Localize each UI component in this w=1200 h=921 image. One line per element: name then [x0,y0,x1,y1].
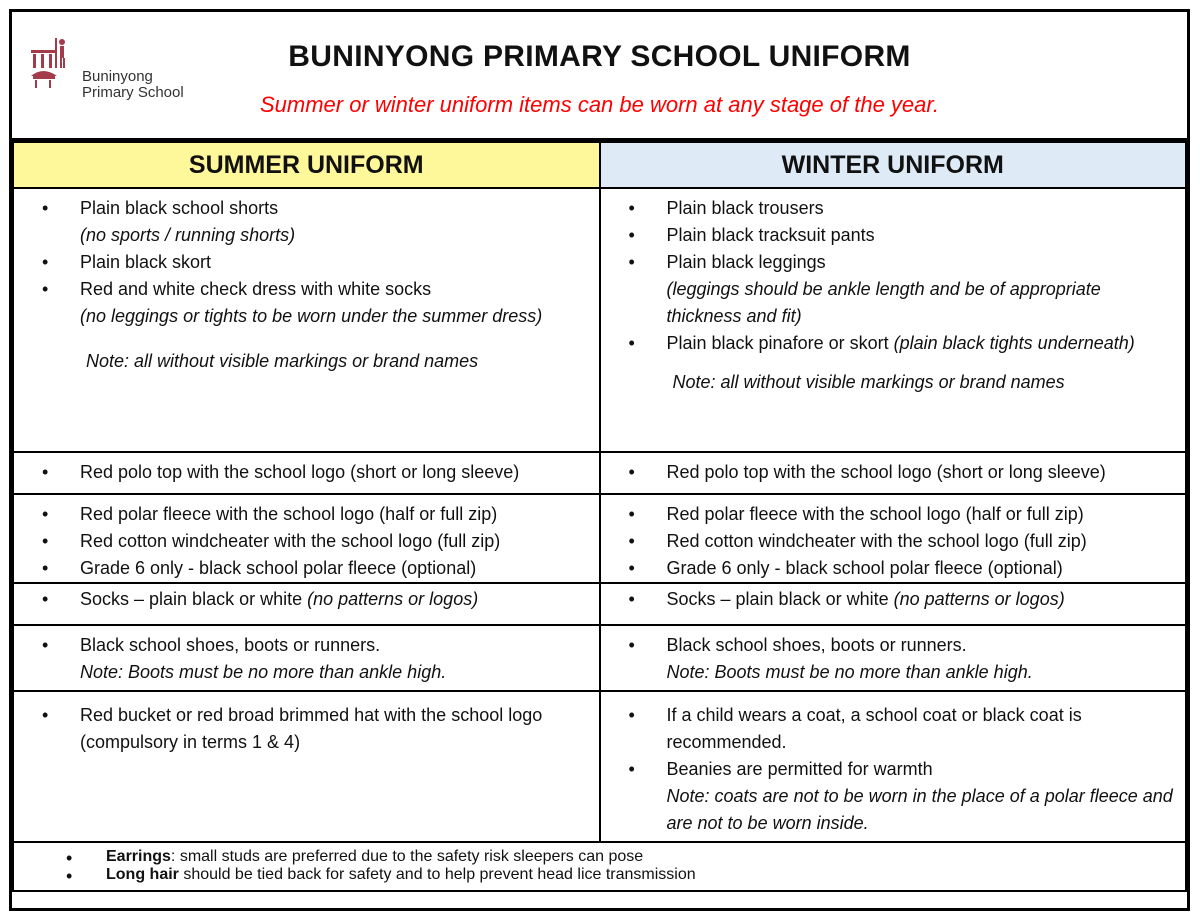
summer-socks-cell [13,583,600,625]
winter-socks-cell [600,583,1187,625]
summer-bottoms-cell [13,188,600,452]
uniform-sheet [9,9,1190,911]
earrings-text: : small studs are preferred due to the safety risk sleepers can pose [170,848,644,865]
item-text: Plain black school shorts [80,198,279,218]
summer-polo-cell [13,452,600,494]
list-item [667,222,1178,249]
page-subtitle: Summer or winter uniform items can be worn at any stage of the year. [259,92,940,117]
item-note: Note: coats are not to be worn in the place of a polar fleece and are not to be worn inside. [666,786,1173,833]
item-text: Plain black leggings [666,252,826,272]
row-shoes [13,625,1186,691]
uniform-table [12,141,1187,843]
list-item [80,195,591,249]
header [12,12,1187,141]
item-note: (no patterns or logos) [307,589,479,609]
list-item: • Grade 6 only - black school polar fleece (optional) [80,555,591,582]
list-item [80,276,591,330]
item-text: Plain black trousers [666,198,824,218]
item-note: (plain black tights underneath) [893,333,1135,353]
list-item: • Red polo top with the school logo (short or long sleeve) [667,459,1178,486]
list-item: • Red polar fleece with the school logo (half or full zip) [80,501,591,528]
winter-bottoms-cell [600,188,1187,452]
logo-line2: Primary School [82,84,184,101]
winter-shoes-cell [600,625,1187,691]
earrings-label: Earrings [106,848,171,865]
list-item [106,848,1177,866]
logo-line1: Buninyong [82,68,153,85]
list-item [667,249,1178,330]
summer-bottoms-note: Note: all without visible markings or brand names [86,351,479,371]
list-item [667,632,1178,686]
list-item: • Red cotton windcheater with the school logo (full zip) [80,528,591,555]
winter-coat-cell [600,691,1187,842]
column-headers [13,142,1186,188]
winter-bottoms-list [601,189,1186,361]
list-item [667,586,1178,613]
list-item: • Red bucket or red broad brimmed hat with the school logo (compulsory in terms 1 & 4) [80,702,591,756]
item-text: Red and white check dress with white socks [80,279,432,299]
row-socks [13,583,1186,625]
item-text: Black school shoes, boots or runners. [666,635,967,655]
summer-hat-cell [13,691,600,842]
item-text: Black school shoes, boots or runners. [80,635,381,655]
winter-bottoms-note: Note: all without visible markings or brand names [672,372,1065,392]
list-item [80,249,591,276]
list-item [667,195,1178,222]
row-bottoms [13,188,1186,452]
row-headwear [13,691,1186,842]
winter-fleece-cell [600,494,1187,583]
item-text: Beanies are permitted for warmth [666,759,933,779]
item-text: Socks – plain black or white [666,589,894,609]
item-note: Note: Boots must be no more than ankle high. [666,662,1033,682]
summer-shoes-cell [13,625,600,691]
summer-header: SUMMER UNIFORM [13,142,600,188]
list-item: • Red polar fleece with the school logo (half or full zip) [667,501,1178,528]
winter-header: WINTER UNIFORM [600,142,1187,188]
item-note: (no sports / running shorts) [80,225,296,245]
item-note: (no leggings or tights to be worn under the summer dress) [80,306,543,326]
list-item: • Grade 6 only - black school polar fleece (optional) [667,555,1178,582]
item-text: Plain black tracksuit pants [666,225,875,245]
list-item [80,586,591,613]
list-item [667,330,1178,357]
item-note: Note: Boots must be no more than ankle high. [80,662,447,682]
list-item: • If a child wears a coat, a school coat or black coat is recommended. [667,702,1178,756]
hair-label: Long hair [106,866,179,883]
summer-bottoms-list [14,189,599,334]
winter-polo-cell [600,452,1187,494]
row-polo [13,452,1186,494]
footer-notes [12,843,1187,892]
list-item [667,756,1178,837]
list-item: • Red polo top with the school logo (short or long sleeve) [80,459,591,486]
hair-text: should be tied back for safety and to help prevent head lice transmission [178,866,696,883]
item-note: (no patterns or logos) [893,589,1065,609]
page-title: BUNINYONG PRIMARY SCHOOL UNIFORM [288,40,911,73]
list-item [106,866,1177,884]
row-fleece [13,494,1186,583]
list-item [80,632,591,686]
item-note: (leggings should be ankle length and be of appropriate thickness and fit) [666,279,1101,326]
item-text: Plain black pinafore or skort [666,333,894,353]
list-item: • Red cotton windcheater with the school logo (full zip) [667,528,1178,555]
summer-fleece-cell [13,494,600,583]
item-text: Plain black skort [80,252,212,272]
item-text: Socks – plain black or white [80,589,308,609]
